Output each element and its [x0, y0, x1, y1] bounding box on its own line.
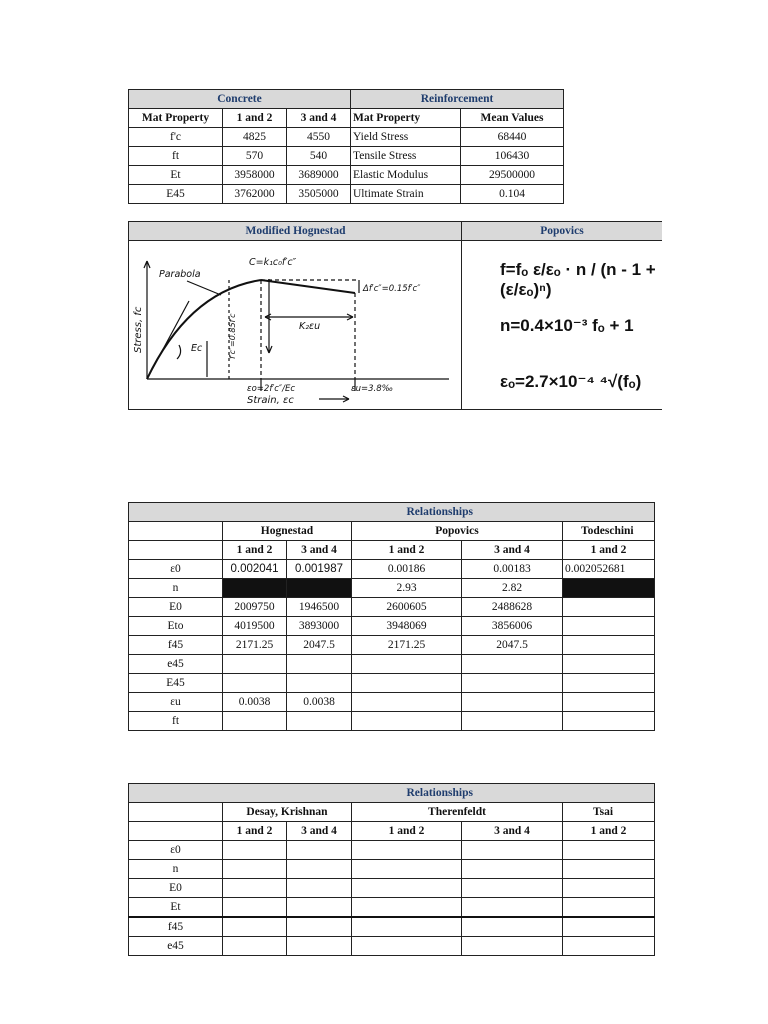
reinforcement-title: Reinforcement [351, 90, 564, 109]
table-row [129, 598, 655, 617]
table-row [129, 579, 655, 598]
cell: 2.82 [462, 579, 563, 598]
row-label: e45 [129, 655, 223, 674]
label-c-equation: C=k₁c₀f′c″ [249, 257, 297, 268]
row-label: E0 [129, 879, 223, 898]
cell [352, 674, 462, 693]
cell [563, 674, 655, 693]
table-row [129, 693, 655, 712]
cell: 2.93 [352, 579, 462, 598]
cell [287, 712, 352, 731]
group-todeschini: Todeschini [563, 522, 655, 541]
table-row [129, 879, 655, 898]
row-label: n [129, 860, 223, 879]
popovics-formula-3: εₒ=2.7×10⁻⁴ ⁴√(fₒ) [500, 372, 642, 391]
hognestad-stress-strain-diagram [129, 241, 462, 409]
header-mat-property: Mat Property [129, 109, 223, 128]
title-spacer [129, 784, 223, 803]
group-therenfeldt: Therenfeldt [352, 803, 563, 822]
cell [352, 917, 462, 937]
hognestad-panel [128, 221, 463, 410]
label-eo: εo=2f′c″/Ec [247, 384, 296, 394]
row-label: f45 [129, 636, 223, 655]
cell [563, 598, 655, 617]
row-label: εu [129, 693, 223, 712]
subheader: 1 and 2 [223, 822, 287, 841]
cell [563, 841, 655, 860]
row-label: ε0 [129, 841, 223, 860]
cell: 3948069 [352, 617, 462, 636]
cell: Yield Stress [351, 128, 461, 147]
cell: 1946500 [287, 598, 352, 617]
cell [462, 860, 563, 879]
blacked-out-cell [287, 579, 352, 598]
row-label: Et [129, 898, 223, 918]
row-label: ε0 [129, 560, 223, 579]
subheader: 1 and 2 [563, 822, 655, 841]
cell [462, 655, 563, 674]
table-row [129, 636, 655, 655]
cell [352, 655, 462, 674]
subheader: 3 and 4 [462, 822, 563, 841]
cell: 2047.5 [287, 636, 352, 655]
cell: 0.002052681 [563, 560, 655, 579]
cell [462, 879, 563, 898]
subheader: 1 and 2 [223, 541, 287, 560]
cell: 3689000 [287, 166, 351, 185]
cell [352, 898, 462, 918]
header-mean-values: Mean Values [461, 109, 564, 128]
row-label: E45 [129, 674, 223, 693]
relationships-table-2 [128, 783, 655, 956]
cell: 2600605 [352, 598, 462, 617]
cell [223, 917, 287, 937]
table-row [129, 617, 655, 636]
cell: 0.0038 [287, 693, 352, 712]
label-stress: Stress, fc [133, 306, 144, 353]
cell [462, 674, 563, 693]
cell [287, 937, 352, 956]
cell [462, 712, 563, 731]
cell [287, 860, 352, 879]
cell [563, 636, 655, 655]
cell [563, 712, 655, 731]
label-eu: εu=3.8‰ [351, 384, 394, 394]
row-label: E0 [129, 598, 223, 617]
cell: Tensile Stress [351, 147, 461, 166]
cell: 29500000 [461, 166, 564, 185]
header-3-and-4: 3 and 4 [287, 109, 351, 128]
cell: f'c [129, 128, 223, 147]
blacked-out-cell [563, 579, 655, 598]
blank-cell [129, 822, 223, 841]
cell [223, 712, 287, 731]
table-row [129, 917, 655, 937]
cell: Et [129, 166, 223, 185]
cell [352, 937, 462, 956]
label-fc085: f′c″=0.85f′c [228, 313, 237, 359]
cell: 570 [223, 147, 287, 166]
cell [223, 937, 287, 956]
cell [563, 617, 655, 636]
cell: 2009750 [223, 598, 287, 617]
cell: 3958000 [223, 166, 287, 185]
blank-cell [129, 541, 223, 560]
table-row [129, 166, 564, 185]
cell: 0.001987 [287, 560, 352, 579]
cell [223, 898, 287, 918]
table-row [129, 147, 564, 166]
cell [462, 898, 563, 918]
cell [462, 917, 563, 937]
cell [287, 879, 352, 898]
row-label: f45 [129, 917, 223, 937]
label-delta: Δf′c″=0.15f′c″ [363, 284, 421, 294]
table-row [129, 185, 564, 204]
material-properties-table [128, 89, 564, 204]
popovics-formula-2: n=0.4×10⁻³ fₒ + 1 [500, 316, 634, 335]
cell [223, 655, 287, 674]
cell: 2488628 [462, 598, 563, 617]
cell [287, 917, 352, 937]
label-ec: Ec [191, 343, 203, 354]
cell: E45 [129, 185, 223, 204]
group-hognestad: Hognestad [223, 522, 352, 541]
cell [462, 937, 563, 956]
header-mat-property-reinf: Mat Property [351, 109, 461, 128]
cell: 2171.25 [223, 636, 287, 655]
cell: Elastic Modulus [351, 166, 461, 185]
cell [287, 841, 352, 860]
table-row [129, 841, 655, 860]
cell [223, 860, 287, 879]
cell [563, 655, 655, 674]
label-k2eu: K₂εu [299, 321, 321, 332]
cell: 2171.25 [352, 636, 462, 655]
cell: 4550 [287, 128, 351, 147]
cell [462, 841, 563, 860]
group-popovics: Popovics [352, 522, 563, 541]
cell [563, 860, 655, 879]
relationships-table-1 [128, 502, 655, 731]
cell: 4825 [223, 128, 287, 147]
row-label: ft [129, 712, 223, 731]
subheader: 3 and 4 [287, 541, 352, 560]
table-row [129, 560, 655, 579]
cell: 540 [287, 147, 351, 166]
cell [352, 841, 462, 860]
cell [223, 879, 287, 898]
hognestad-title: Modified Hognestad [129, 222, 462, 241]
cell [287, 898, 352, 918]
subheader: 1 and 2 [352, 822, 462, 841]
cell [462, 693, 563, 712]
cell [223, 674, 287, 693]
relationships-title: Relationships [223, 503, 655, 522]
cell [352, 712, 462, 731]
row-label: Eto [129, 617, 223, 636]
cell: 0.002041 [223, 560, 287, 579]
popovics-panel [461, 221, 662, 410]
cell: 68440 [461, 128, 564, 147]
header-1-and-2: 1 and 2 [223, 109, 287, 128]
cell: 3762000 [223, 185, 287, 204]
cell: Ultimate Strain [351, 185, 461, 204]
cell: 3893000 [287, 617, 352, 636]
cell [563, 879, 655, 898]
group-tsai: Tsai [563, 803, 655, 822]
row-label: e45 [129, 937, 223, 956]
cell [352, 693, 462, 712]
cell: 0.104 [461, 185, 564, 204]
table-row [129, 128, 564, 147]
subheader: 3 and 4 [462, 541, 563, 560]
concrete-title: Concrete [129, 90, 351, 109]
cell: 0.00186 [352, 560, 462, 579]
table-row [129, 655, 655, 674]
cell [287, 655, 352, 674]
popovics-formula-1: f=fₒ ε/εₒ · n / (n - 1 + (ε/εₒ)ⁿ) [500, 260, 656, 299]
cell [563, 937, 655, 956]
group-desay-krishnan: Desay, Krishnan [223, 803, 352, 822]
subheader: 3 and 4 [287, 822, 352, 841]
table-row [129, 712, 655, 731]
cell [563, 693, 655, 712]
relationships-title: Relationships [223, 784, 655, 803]
title-spacer [129, 503, 223, 522]
cell: 0.00183 [462, 560, 563, 579]
table-row [129, 674, 655, 693]
label-strain: Strain, εc [247, 395, 294, 406]
cell: ft [129, 147, 223, 166]
cell [352, 860, 462, 879]
cell: 0.0038 [223, 693, 287, 712]
blank-cell [129, 803, 223, 822]
blacked-out-cell [223, 579, 287, 598]
cell [287, 674, 352, 693]
subheader: 1 and 2 [563, 541, 655, 560]
cell: 4019500 [223, 617, 287, 636]
table-row [129, 937, 655, 956]
row-label: n [129, 579, 223, 598]
table-row [129, 898, 655, 918]
cell [563, 898, 655, 918]
cell: 3505000 [287, 185, 351, 204]
cell [563, 917, 655, 937]
popovics-title: Popovics [462, 222, 662, 241]
cell: 106430 [461, 147, 564, 166]
cell [223, 841, 287, 860]
cell: 2047.5 [462, 636, 563, 655]
cell [352, 879, 462, 898]
cell: 3856006 [462, 617, 563, 636]
label-parabola: Parabola [159, 269, 201, 280]
blank-cell [129, 522, 223, 541]
subheader: 1 and 2 [352, 541, 462, 560]
table-row [129, 860, 655, 879]
